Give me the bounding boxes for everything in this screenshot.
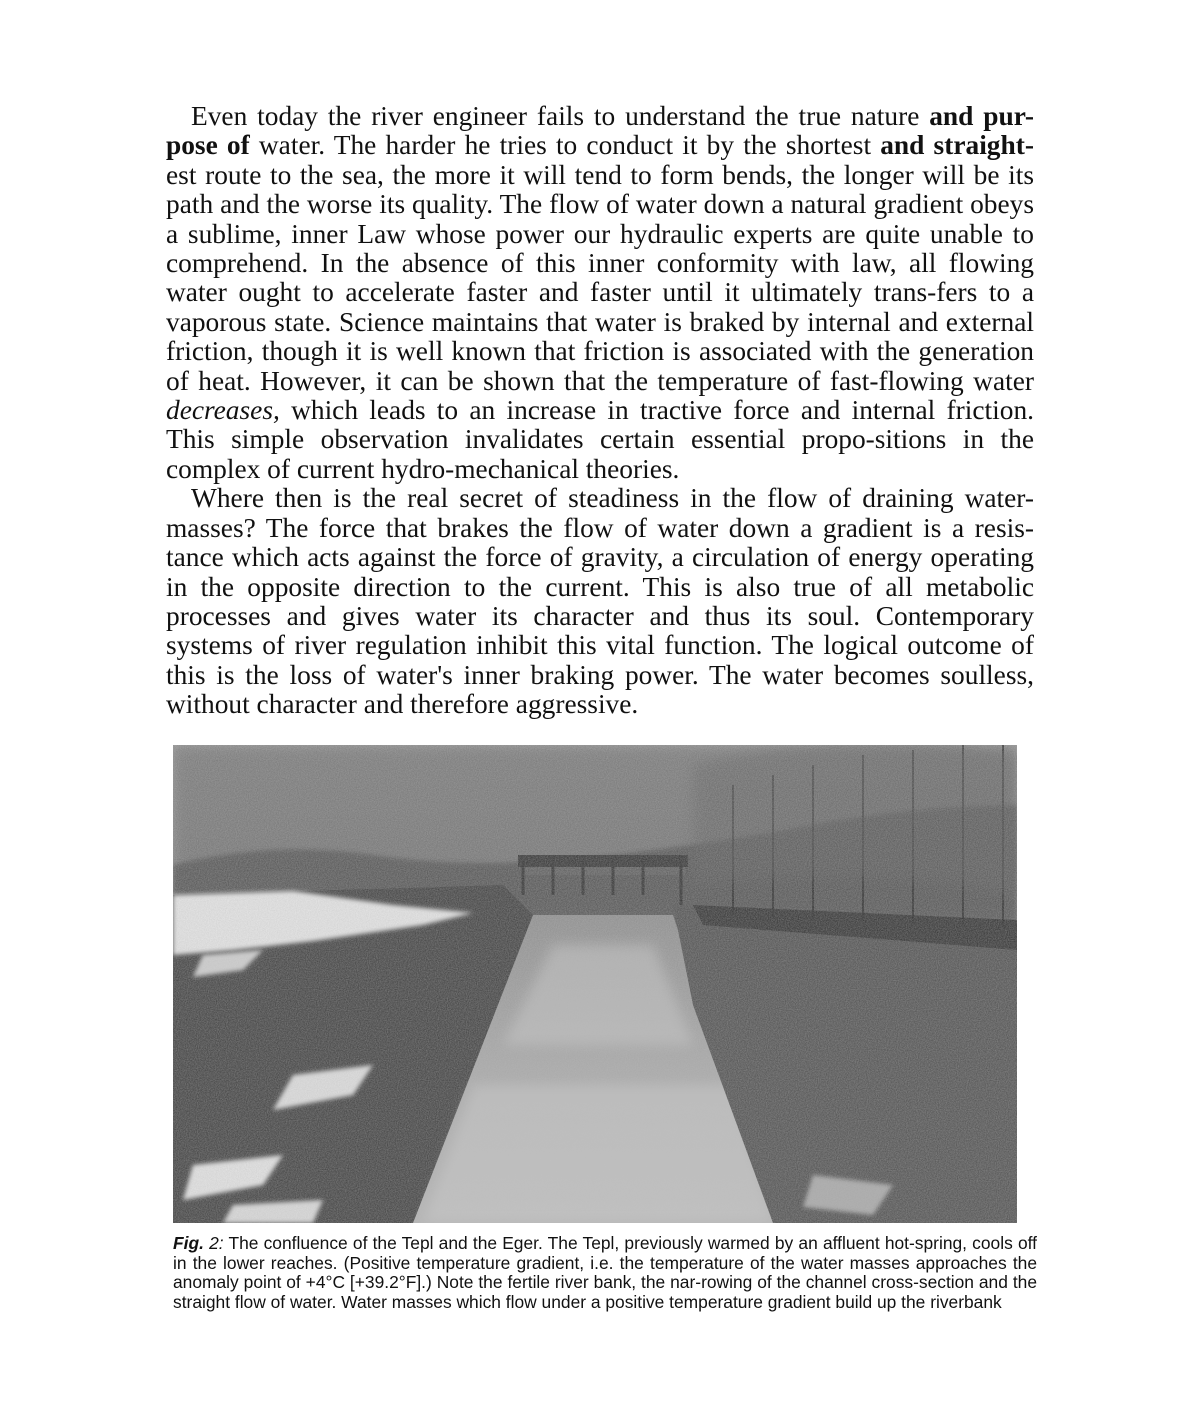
italic-run: decreases, [166, 395, 280, 426]
text-run: est route to the sea, the more it will tend to form bends, the longer will be its path and the worse its quality. The flow of water down a natural gradient obeys a sublime, inner Law whose power our hydraulic experts are quite unable to comprehend. In the absence of this inner conformity with law, all flowing water ought to accelerate faster and faster until it ultimately trans-fers to a vaporous state. Science maintains that water is braked by internal and external friction, though it is well known that friction is associated with the generation of heat. However, it can be shown that the temperature of fast-flowing water [166, 159, 1034, 396]
bold-run: pose of [166, 130, 250, 161]
page-body [166, 102, 1034, 720]
figure-number: 2: [209, 1233, 224, 1253]
text-run: Even today the river engineer fails to understand the true nature [191, 101, 930, 131]
river-photo-illustration [173, 745, 1017, 1223]
bold-run: and pur- [929, 101, 1034, 131]
figure-photo [173, 745, 1017, 1223]
bold-run: and straight- [880, 130, 1034, 161]
paragraph-1 [166, 102, 1034, 484]
text-run: water. The harder he tries to conduct it by the shortest [249, 130, 881, 161]
paragraph-2: Where then is the real secret of steadiness in the flow of draining water-masses? The force that brakes the flow of water down a gradient is a resis-tance which acts against the force of gravity, a circulation of energy operating in the opposite direction to the current. This is also true of all metabolic processes and gives water its character and thus its soul. Contemporary systems of river regulation inhibit this vital function. The logical outcome of this is the loss of water's inner braking power. The water becomes soulless, without character and therefore aggressive. [166, 483, 1034, 720]
text-run: which leads to an increase in tractive force and internal friction. This simple observation invalidates certain essential propo-sitions in the complex of current hydro-mechanical theories. [166, 395, 1034, 484]
caption-text: The confluence of the Tepl and the Eger. The Tepl, previously warmed by an affluent hot-spring, cools off in the lower reaches. (Positive temperature gradient, i.e. the temperature of the water masses approaches the anomaly point of +4°C [+39.2°F].) Note the fertile river bank, the nar-rowing of the channel cross-section and the straight flow of water. Water masses which flow under a positive temperature gradient build up the riverbank [173, 1233, 1037, 1312]
figure-caption [173, 1234, 1037, 1312]
figure-label: Fig. [173, 1233, 204, 1253]
